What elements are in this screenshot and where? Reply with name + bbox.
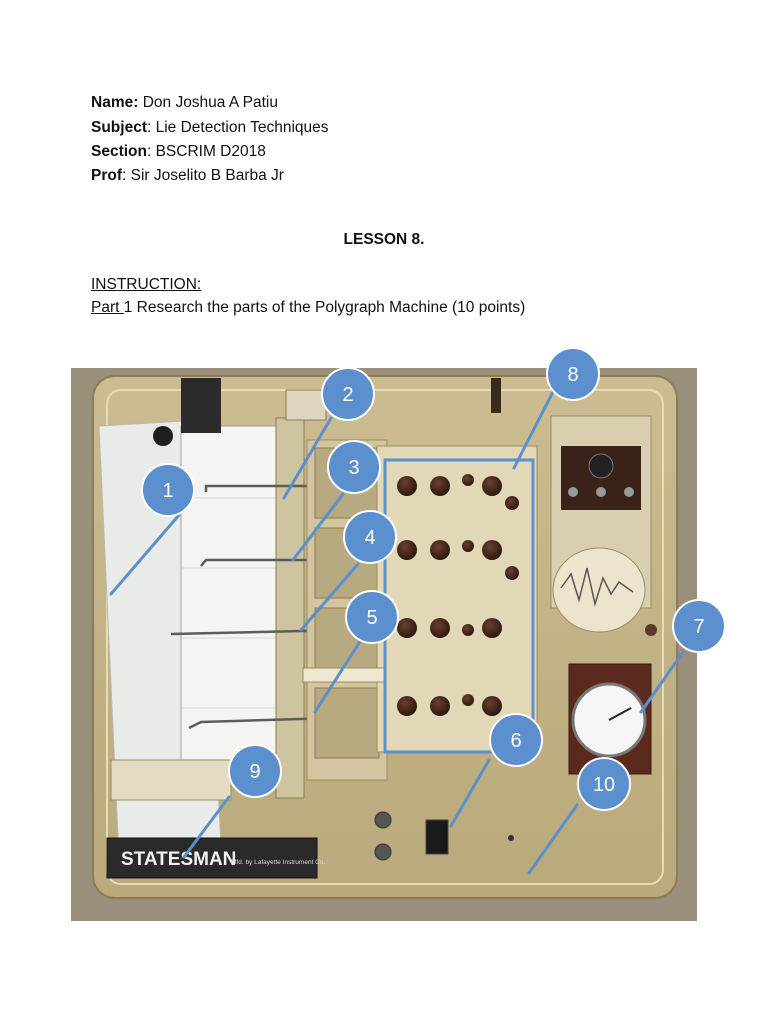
aux-channel-label-plate [303,668,385,682]
prof-label: Prof [91,167,122,184]
callout-9 [229,745,281,797]
paper-drive-motor [181,378,221,433]
brand-maker: Mfd. by Lafayette Instrument Co. [231,859,326,866]
callout-3 [328,441,380,493]
event-button [375,844,391,860]
cardio-jack-2 [596,487,606,497]
prof-line [91,166,284,185]
cardio-selector-icon [589,454,613,478]
callout-label-7: 7 [693,616,705,638]
callout-label-1: 1 [162,480,174,502]
chart-speed-scale [111,760,231,800]
callout-8 [547,348,599,400]
callout-label-6: 6 [510,730,522,752]
paper-knob [153,426,173,446]
subject-line [91,118,329,137]
prof-value: : Sir Joselito B Barba Jr [122,167,284,184]
top-switch [491,378,501,413]
callout-7 [673,600,725,652]
subject-value: : Lie Detection Techniques [146,119,329,136]
brand-name: STATESMAN [121,849,237,870]
part-label: Part [91,299,124,316]
paper-guide [276,418,304,798]
instruction-heading: INSTRUCTION: [91,276,202,293]
indicator-light [508,835,514,841]
callout-10 [578,758,630,810]
callout-2 [322,368,374,420]
callout-label-9: 9 [249,761,261,783]
name-value: Don Joshua A Patiu [138,94,278,111]
polygraph-photo [71,364,705,921]
cardio-pressure-knob [645,624,657,636]
name-line [91,93,278,112]
part-instruction [91,299,525,317]
callout-6 [490,714,542,766]
subject-label: Subject [91,119,147,136]
pen-lift-bracket [286,390,326,420]
section-label: Section [91,143,147,160]
callout-1 [142,464,194,516]
cardio-jack-3 [624,487,634,497]
name-label: Name: [91,94,139,111]
callout-label-3: 3 [348,457,360,479]
callout-label-2: 2 [342,384,354,406]
part-text: 1 Research the parts of the Polygraph Machine (10 points) [123,299,526,316]
timer-button [375,812,391,828]
callout-4 [344,511,396,563]
callout-label-10: 10 [592,774,616,796]
callout-label-8: 8 [567,364,579,386]
lesson-title: LESSON 8. [343,231,425,248]
callout-5 [346,591,398,643]
power-switch [426,820,448,854]
callout-label-5: 5 [366,607,378,629]
callout-label-4: 4 [364,527,376,549]
section-line [91,142,266,161]
section-value: : BSCRIM D2018 [146,143,266,160]
cardio-jack-1 [568,487,578,497]
